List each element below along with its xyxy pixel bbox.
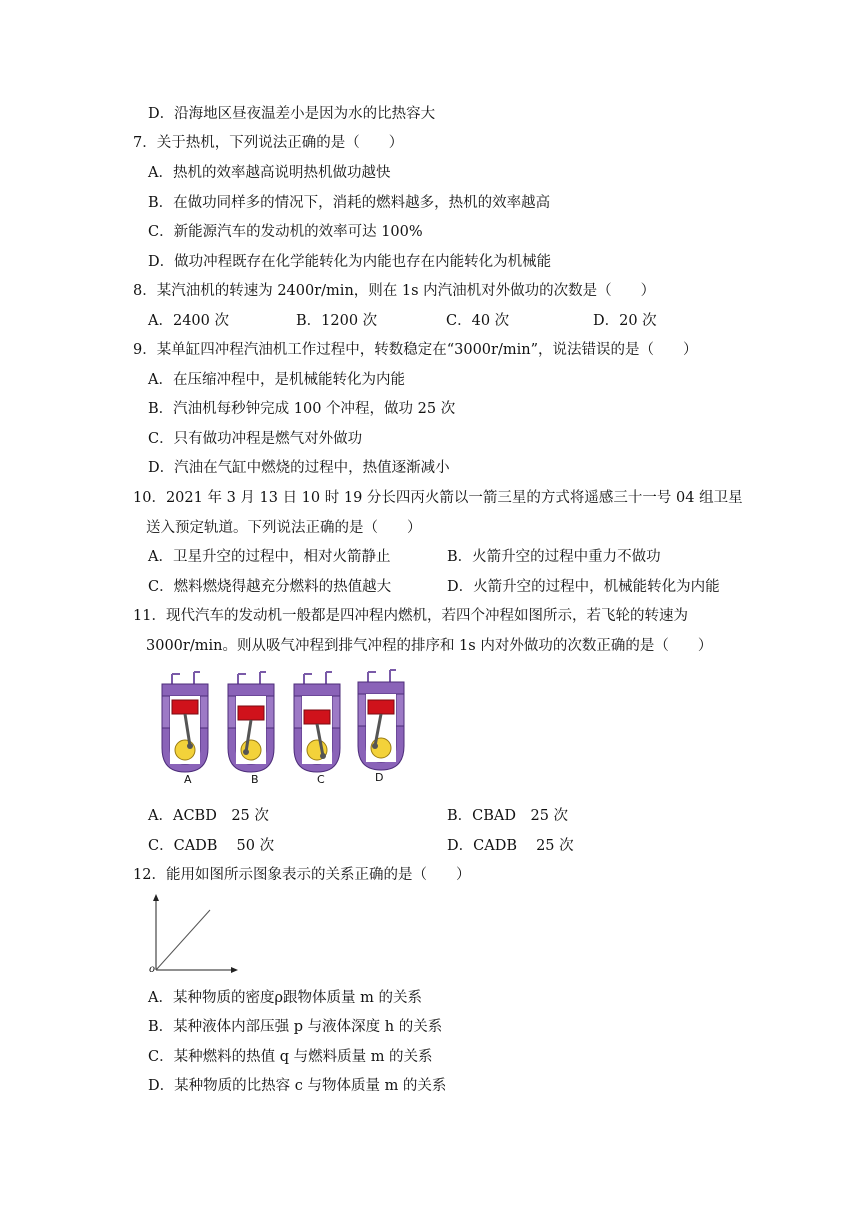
linear-graph-figure (148, 892, 240, 974)
engine-b-icon (228, 672, 274, 772)
q7-option-b: B．在做功同样多的情况下，消耗的燃料越多，热机的效率越高 (148, 195, 551, 211)
q8-stem: 8．某汽油机的转速为 2400r/min，则在 1s 内汽油机对外做功的次数是（ ） (133, 283, 656, 299)
q10-option-d: D．火箭升空的过程中，机械能转化为内能 (447, 579, 720, 595)
four-stroke-engine-figure (152, 668, 412, 790)
q9-option-b: B．汽油机每秒钟完成 100 个冲程，做功 25 次 (148, 401, 456, 417)
graph-axes (148, 892, 240, 974)
q8-option-d: D．20 次 (593, 313, 657, 329)
q11-stem-line2: 3000r/min。则从吸气冲程到排气冲程的排序和 1s 内对外做功的次数正确的是（ ） (146, 638, 713, 654)
q10-stem-line1: 10．2021 年 3 月 13 日 10 时 19 分长四丙火箭以一箭三星的方式将遥感三十一号 04 组卫星 (133, 490, 743, 506)
engine-label-a: A (184, 773, 192, 786)
q11-option-c: C．CADB 50 次 (148, 838, 275, 854)
q12-option-c: C．某种燃料的热值 q 与燃料质量 m 的关系 (148, 1049, 433, 1065)
q11-option-d: D．CADB 25 次 (447, 838, 574, 854)
engine-label-b: B (251, 773, 259, 786)
q9-option-a: A．在压缩冲程中，是机械能转化为内能 (148, 372, 405, 388)
q9-option-c: C．只有做功冲程是燃气对外做功 (148, 431, 363, 447)
q12-option-d: D．某种物质的比热容 c 与物体质量 m 的关系 (148, 1078, 447, 1094)
proportional-line (156, 910, 210, 970)
engine-label-d: D (375, 771, 384, 784)
engine-d-icon (358, 670, 404, 770)
q11-stem-line1: 11．现代汽车的发动机一般都是四冲程内燃机，若四个冲程如图所示，若飞轮的转速为 (133, 608, 688, 624)
engine-c-icon (294, 672, 340, 772)
q12-stem: 12．能用如图所示图象表示的关系正确的是（ ） (133, 867, 471, 883)
q10-option-c: C．燃料燃烧得越充分燃料的热值越大 (148, 579, 392, 595)
q9-option-d: D．汽油在气缸中燃烧的过程中，热值逐渐减小 (148, 460, 450, 476)
q9-stem: 9．某单缸四冲程汽油机工作过程中，转数稳定在“3000r/min”，说法错误的是（ ） (133, 342, 698, 358)
engine-label-c: C (317, 773, 325, 786)
q11-option-a: A．ACBD 25 次 (148, 808, 269, 824)
q7-option-d: D．做功冲程既存在化学能转化为内能也存在内能转化为机械能 (148, 254, 552, 270)
q12-option-a: A．某种物质的密度ρ跟物体质量 m 的关系 (148, 990, 422, 1006)
q8-option-a: A．2400 次 (148, 313, 229, 329)
q7-option-a: A．热机的效率越高说明热机做功越快 (148, 165, 391, 181)
q6-option-d: D．沿海地区昼夜温差小是因为水的比热容大 (148, 106, 436, 122)
q7-stem: 7．关于热机，下列说法正确的是（ ） (133, 135, 404, 151)
q7-option-c: C．新能源汽车的发动机的效率可达 100% (148, 224, 423, 240)
engine-a-icon (162, 672, 208, 772)
q12-option-b: B．某种液体内部压强 p 与液体深度 h 的关系 (148, 1019, 443, 1035)
q10-option-b: B．火箭升空的过程中重力不做功 (447, 549, 661, 565)
q8-option-b: B．1200 次 (296, 313, 378, 329)
graph-origin-label: o (149, 964, 156, 975)
q10-stem-line2: 送入预定轨道。下列说法正确的是（ ） (146, 520, 422, 536)
q8-option-c: C．40 次 (446, 313, 510, 329)
q11-option-b: B．CBAD 25 次 (447, 808, 569, 824)
engine-illustrations (152, 668, 412, 790)
q10-option-a: A．卫星升空的过程中，相对火箭静止 (148, 549, 391, 565)
